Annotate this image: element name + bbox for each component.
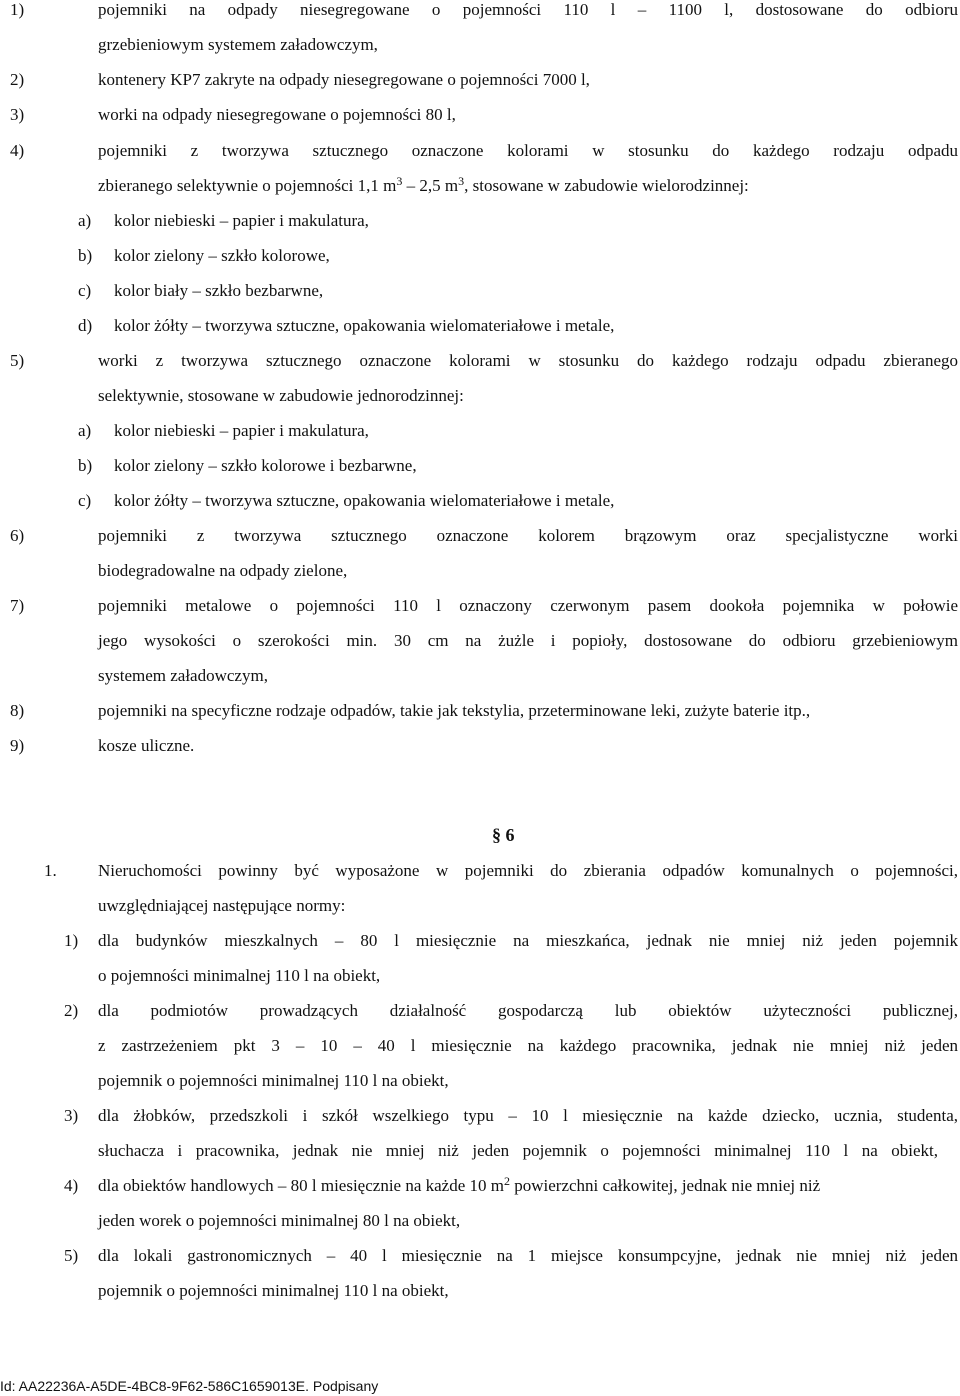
sublist-item-text: kolor żółty – tworzywa sztuczne, opakowania wielomateriałowe i metale,: [114, 316, 615, 335]
sublist-item-text: kolor zielony – szkło kolorowe,: [114, 246, 330, 265]
list-item-text: pojemniki na odpady niesegregowane o pojemności 110 l – 1100 l, dostosowane do odbioru: [98, 0, 958, 19]
list-item-text: kontenery KP7 zakryte na odpady niesegregowane o pojemności 7000 l,: [98, 70, 590, 89]
sublist-item-text: kolor biały – szkło bezbarwne,: [114, 281, 324, 300]
list-item-text: biodegradowalne na odpady zielone,: [98, 561, 348, 580]
list-number: 3): [64, 1106, 79, 1125]
sublist-letter: d): [78, 316, 93, 335]
list-item-text: dla obiektów handlowych – 80 l miesięcznie na każde 10 $m^2$ powierzchni całkowitej, jednak nie mniej niż: [98, 1174, 821, 1195]
list-item-text: z zastrzeżeniem pkt 3 – 10 – 40 l miesięcznie na każdego pracownika, jednak nie mniej niż jeden: [98, 1036, 958, 1055]
sublist-letter: b): [78, 246, 93, 265]
sublist-letter: c): [78, 281, 92, 300]
list-item-text: pojemniki na specyficzne rodzaje odpadów, takie jak tekstylia, przeterminowane leki, zużyte baterie itp.,: [98, 701, 811, 720]
list-item-text: pojemniki metalowe o pojemności 110 l oznaczony czerwonym pasem dookoła pojemnika w połowie: [98, 596, 958, 615]
list-item-text: pojemniki z tworzywa sztucznego oznaczone kolorami w stosunku do każdego rodzaju odpadu: [98, 141, 958, 160]
sublist-item-text: kolor niebieski – papier i makulatura,: [114, 211, 369, 230]
list-item-text: pojemnik o pojemności minimalnej 110 l na obiekt,: [98, 1071, 449, 1090]
list-item-text: dla lokali gastronomicznych – 40 l miesięcznie na 1 miejsce konsumpcyjne, jednak nie mniej niż jeden: [98, 1246, 958, 1265]
list-item-text: pojemniki z tworzywa sztucznego oznaczone kolorem brązowym oraz specjalistyczne worki: [98, 526, 958, 545]
list-number: 5): [10, 351, 25, 370]
sublist-item-text: kolor niebieski – papier i makulatura,: [114, 421, 369, 440]
list-item-text: jeden worek o pojemności minimalnej 80 l na obiekt,: [98, 1211, 461, 1230]
list-number: 7): [10, 596, 25, 615]
list-number: 4): [64, 1176, 79, 1195]
list-item-text: dla żłobków, przedszkoli i szkół wszelkiego typu – 10 l miesięcznie na każde dziecko, ucznia, studenta,: [98, 1106, 958, 1125]
sublist-letter: c): [78, 491, 92, 510]
section-heading: § 6: [492, 825, 515, 845]
list-number: 1): [10, 0, 25, 19]
paragraph-number: 1.: [44, 861, 57, 880]
list-number: 5): [64, 1246, 79, 1265]
list-item-text: dla budynków mieszkalnych – 80 l miesięcznie na mieszkańca, jednak nie mniej niż jeden pojemnik: [98, 931, 958, 950]
list-number: 2): [64, 1001, 79, 1020]
list-number: 3): [10, 105, 25, 124]
sublist-letter: b): [78, 456, 93, 475]
sublist-item-text: kolor zielony – szkło kolorowe i bezbarwne,: [114, 456, 417, 475]
list-item-text: systemem załadowczym,: [98, 666, 268, 685]
list-item-text: worki z tworzywa sztucznego oznaczone kolorami w stosunku do każdego rodzaju odpadu zbieranego: [98, 351, 958, 370]
list-number: 8): [10, 701, 25, 720]
list-item-text: kosze uliczne.: [98, 736, 195, 755]
list-number: 6): [10, 526, 25, 545]
list-number: 2): [10, 70, 25, 89]
list-number: 1): [64, 931, 79, 950]
list-item-text: słuchacza i pracownika, jednak nie mniej niż jeden pojemnik o pojemności minimalnej 110 l na obiekt,: [98, 1141, 938, 1160]
list-item-text: o pojemności minimalnej 110 l na obiekt,: [98, 966, 381, 985]
sublist-letter: a): [78, 211, 92, 230]
list-item-text: selektywnie, stosowane w zabudowie jednorodzinnej:: [98, 386, 464, 405]
list-item-text: grzebieniowym systemem załadowczym,: [98, 35, 378, 54]
list-item-text: pojemnik o pojemności minimalnej 110 l na obiekt,: [98, 1281, 449, 1300]
list-item-text: dla podmiotów prowadzących działalność gospodarczą lub obiektów użyteczności publicznej,: [98, 1001, 958, 1020]
paragraph-text: Nieruchomości powinny być wyposażone w pojemniki do zbierania odpadów komunalnych o pojemności,: [98, 861, 958, 880]
paragraph-text: uwzględniającej następujące normy:: [98, 896, 346, 915]
list-item-text: zbieranego selektywnie o pojemności 1,1 $m^3 - 2,5$ $m^3$, stosowane w zabudowie wielorodzinnej:: [98, 174, 749, 195]
list-number: 9): [10, 736, 25, 755]
list-number: 4): [10, 141, 25, 160]
list-item-text: jego wysokości o szerokości min. 30 cm na żużle i popioły, dostosowane do odbioru grzebieniowym: [98, 631, 958, 650]
list-item-text: worki na odpady niesegregowane o pojemności 80 l,: [98, 105, 456, 124]
sublist-letter: a): [78, 421, 92, 440]
document-signature-footer: Id: AA22236A-A5DE-4BC8-9F62-586C1659013E. Podpisany: [0, 1378, 379, 1394]
sublist-item-text: kolor żółty – tworzywa sztuczne, opakowania wielomateriałowe i metale,: [114, 491, 615, 510]
